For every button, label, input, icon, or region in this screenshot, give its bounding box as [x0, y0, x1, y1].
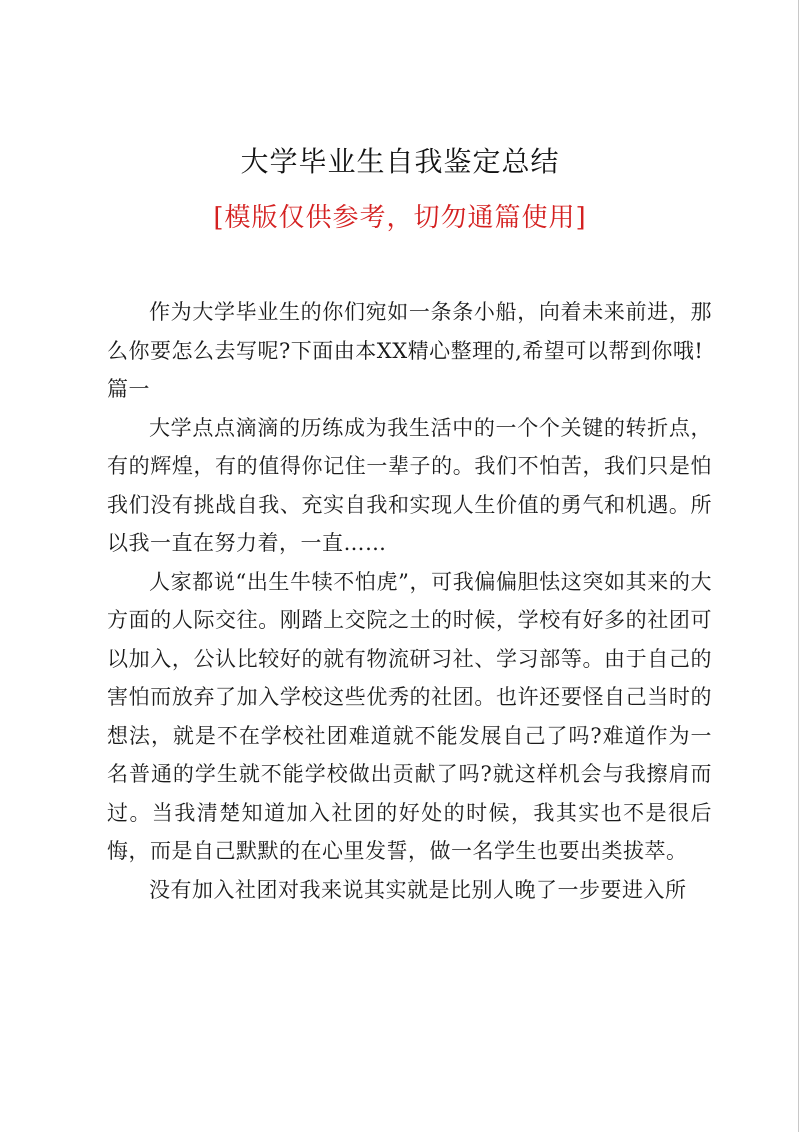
body-paragraph: 大学点点滴滴的历练成为我生活中的一个个关键的转折点，有的辉煌，有的值得你记住一辈子的。我们不怕苦，我们只是怕我们没有挑战自我、充实自我和实现人生价值的勇气和机遇。所以我一直在努力着，一直…… — [107, 415, 712, 555]
body-paragraph: 没有加入社团对我来说其实就是比别人晚了一步要进入所 — [149, 877, 687, 902]
body-paragraph: 人家都说“出生牛犊不怕虎”，可我偏偏胆怯这突如其来的大方面的人际交往。刚踏上交院之土的时候，学校有好多的社团可以加入，公认比较好的就有物流研习社、学习部等。由于自己的害怕而放弃了加入学校这些优秀的社团。也许还要怪自己当时的想法，就是不在学校社团难道就不能发展自己了吗?难道作为一名普通的学生就不能学校做出贡献了吗?就这样机会与我擦肩而过。当我清楚知道加入社团的好处的时候，我其实也不是很后悔，而是自己默默的在心里发誓，做一名学生也要出类拔萃。 — [107, 569, 712, 863]
page-title: 大学毕业生自我鉴定总结 — [240, 145, 560, 178]
intro-paragraph: 作为大学毕业生的你们宛如一条条小船，向着未来前进，那么你要怎么去写呢?下面由本XX精心整理的,希望可以帮到你哦! — [107, 300, 712, 363]
section-heading: 篇一 — [107, 377, 150, 401]
document-body — [107, 293, 712, 909]
template-notice: [模版仅供参考，切勿通篇使用] — [213, 203, 587, 233]
